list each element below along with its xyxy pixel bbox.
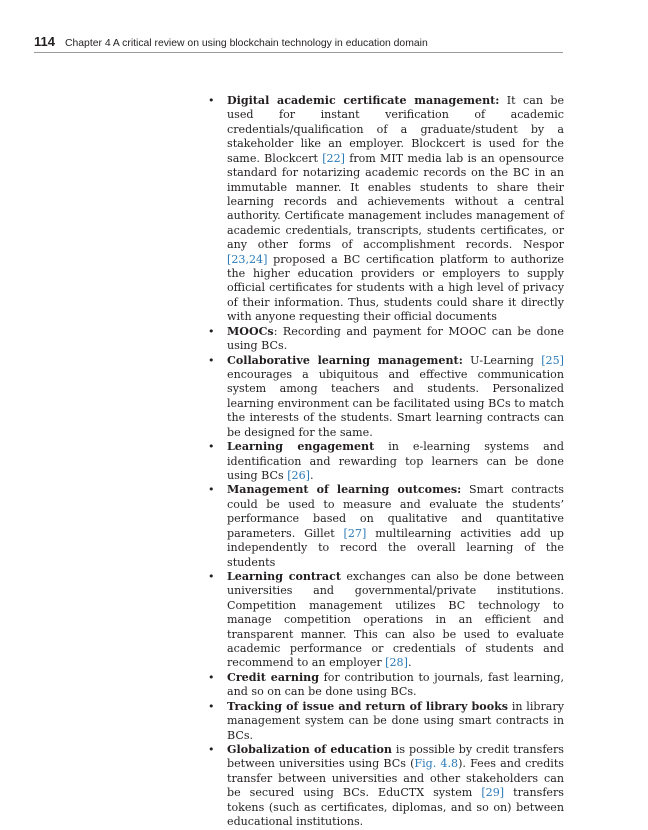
bullet-text: encourages a ubiquitous and effective communication system among teachers and students. Personalized learning environment can be facilitated using BCs to match the interests of the students. Smart learning contracts can be designed for the same. — [227, 368, 564, 439]
bullet-term-colon: : — [495, 94, 500, 107]
bullet-text: transfers tokens (such as certificates, diplomas, and so on) between educational institutions. — [227, 786, 564, 829]
page-number: 114 — [34, 34, 55, 49]
bullet-text: Smart contracts could be used to measure and evaluate the students’ performance based on qualitative and quantitative parameters. Gillet — [227, 483, 564, 540]
bullet-text: is possible by credit transfers between universities using BCs ( — [227, 742, 564, 771]
bullet-digital-certificate-management — [227, 94, 564, 325]
bullet-text: U-Learning — [462, 353, 542, 367]
bullet-term: Digital academic certificate management — [227, 94, 496, 107]
bullet-text: It can be used for instant verification of academic credentials/qualification of a graduate/student by a stakeholder like an employer. Blockcert is used for the same. Blockcert — [227, 94, 565, 165]
bullet-collaborative-learning — [227, 354, 564, 441]
citation-link[interactable]: [28] — [385, 656, 408, 670]
bullet-list — [227, 94, 564, 830]
bullet-text: for contribution to journals, fast learning, and so on can be done using BCs. — [227, 670, 564, 699]
bullet-text: from MIT media lab is an opensource standard for notarizing academic records on the BC in an immutable manner. It enables students to share their learning records and achievements without a central authority. Certificate management includes management of academic credentials, transcripts, students certificates, or any other forms of accomplishment records. Nespor — [227, 151, 564, 252]
bullet-term: MOOCs — [227, 324, 274, 338]
bullet-learning-outcomes — [227, 483, 564, 570]
bullet-term-colon: : — [458, 353, 463, 367]
bullet-term: Credit earning — [227, 670, 320, 684]
figure-link[interactable]: Fig. 4.8 — [414, 757, 459, 771]
bullet-credit-earning — [227, 671, 564, 700]
bullet-term: Globalization of education — [227, 742, 392, 756]
bullet-text: proposed a BC certification platform to authorize the higher education providers or employers to supply official certificates for students with a high level of privacy of their information. Thus, students could share it directly with anyone requesting their official documents — [227, 252, 564, 324]
bullet-term: Learning contract — [227, 569, 341, 583]
bullet-globalization — [227, 743, 564, 830]
bullet-text: exchanges can also be done between universities and governmental/private institutions. Competition management utilizes BC technology to manage competition operations in an efficient and transparent manner. This can also be used to evaluate academic performance or credentials of students and recommend to an employer — [227, 569, 564, 670]
bullet-term: Management of learning outcomes — [227, 483, 458, 497]
citation-link[interactable]: [29] — [481, 786, 505, 800]
citation-link[interactable]: [23,24] — [227, 252, 268, 266]
citation-link[interactable]: [27] — [343, 526, 367, 540]
bullet-learning-engagement — [227, 440, 564, 483]
bullet-text: . — [310, 468, 314, 482]
bullet-text: ). Fees and credits transfer between universities and other stakeholders can be secured using BCs. EduCTX system — [227, 757, 564, 800]
bullet-term: Tracking of issue and return of library books — [227, 699, 509, 713]
bullet-text: multilearning activities add up independently to record the overall learning of the students — [227, 526, 564, 569]
bullet-moocs — [227, 325, 564, 354]
citation-link[interactable]: [26] — [287, 468, 311, 482]
bullet-library-tracking — [227, 700, 564, 743]
bullet-term: Collaborative learning management — [227, 353, 459, 367]
citation-link[interactable]: [25] — [541, 353, 565, 367]
bullet-learning-contract — [227, 570, 564, 671]
bullet-term-colon: : — [457, 483, 462, 497]
citation-link[interactable]: [22] — [322, 151, 345, 165]
bullet-text: in library management system can be done using smart contracts in BCs. — [227, 699, 564, 742]
bullet-text: : Recording and payment for MOOC can be done using BCs. — [227, 324, 564, 353]
running-head — [34, 34, 564, 49]
bullet-text: in e-learning systems and identification and rewarding top learners can be done using BCs — [227, 440, 564, 482]
bullet-term: Learning engagement — [227, 440, 375, 454]
bullet-text: . — [407, 656, 412, 670]
chapter-title: Chapter 4 A critical review on using blockchain technology in education domain — [64, 38, 428, 49]
header-rule — [34, 52, 563, 53]
